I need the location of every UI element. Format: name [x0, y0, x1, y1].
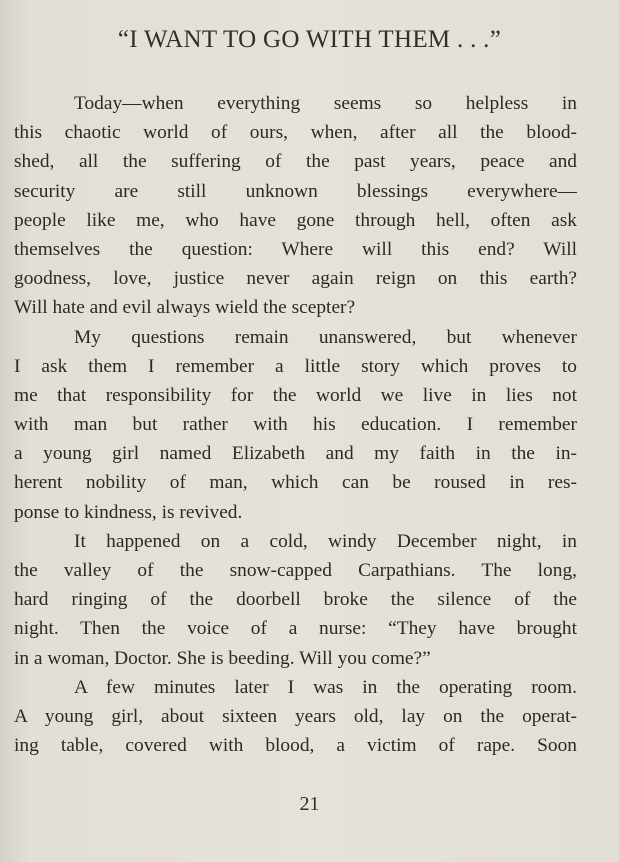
chapter-title: “I WANT TO GO WITH THEM . . .” [117, 26, 502, 53]
text-line: Will hate and evil always wield the scepter? [14, 297, 356, 319]
text-line: It happened on a cold, windy December night, in [74, 530, 577, 552]
text-line: A few minutes later I was in the operating room. [74, 676, 577, 698]
text-line: My questions remain unanswered, but whenever [74, 326, 577, 348]
text-line: A young girl, about sixteen years old, lay on the operat- [14, 705, 577, 727]
text-line: shed, all the suffering of the past years, peace and [14, 151, 577, 173]
body-text [14, 89, 577, 760]
text-line: ing table, covered with blood, a victim of rape. Soon [14, 735, 577, 757]
text-line: night. Then the voice of a nurse: “They have brought [14, 618, 577, 640]
text-line: people like me, who have gone through hell, often ask [14, 209, 577, 231]
page-number: 21 [299, 793, 320, 815]
text-line: security are still unknown blessings everywhere— [14, 180, 577, 202]
text-line: the valley of the snow-capped Carpathians. The long, [14, 560, 577, 581]
paragraph-4 [14, 673, 577, 761]
paragraph-2 [14, 323, 577, 527]
text-line: I ask them I remember a little story which proves to [14, 355, 577, 377]
text-line: goodness, love, justice never again reign on this earth? [14, 268, 577, 290]
text-line: herent nobility of man, which can be roused in res- [14, 472, 577, 494]
paragraph-1 [14, 89, 577, 323]
text-line: themselves the question: Where will this end? Will [14, 238, 577, 260]
text-line: Today—when everything seems so helpless in [74, 93, 577, 114]
paragraph-3 [14, 527, 577, 673]
text-line: a young girl named Elizabeth and my faith in the in- [14, 443, 577, 465]
text-line: me that responsibility for the world we live in lies not [14, 384, 577, 406]
text-line: hard ringing of the doorbell broke the silence of the [14, 589, 577, 611]
text-line: in a woman, Doctor. She is beeding. Will you come?” [14, 647, 431, 669]
text-line: ponse to kindness, is revived. [14, 501, 243, 523]
text-line: with man but rather with his education. I remember [14, 414, 577, 436]
text-line: this chaotic world of ours, when, after all the blood- [14, 122, 577, 144]
